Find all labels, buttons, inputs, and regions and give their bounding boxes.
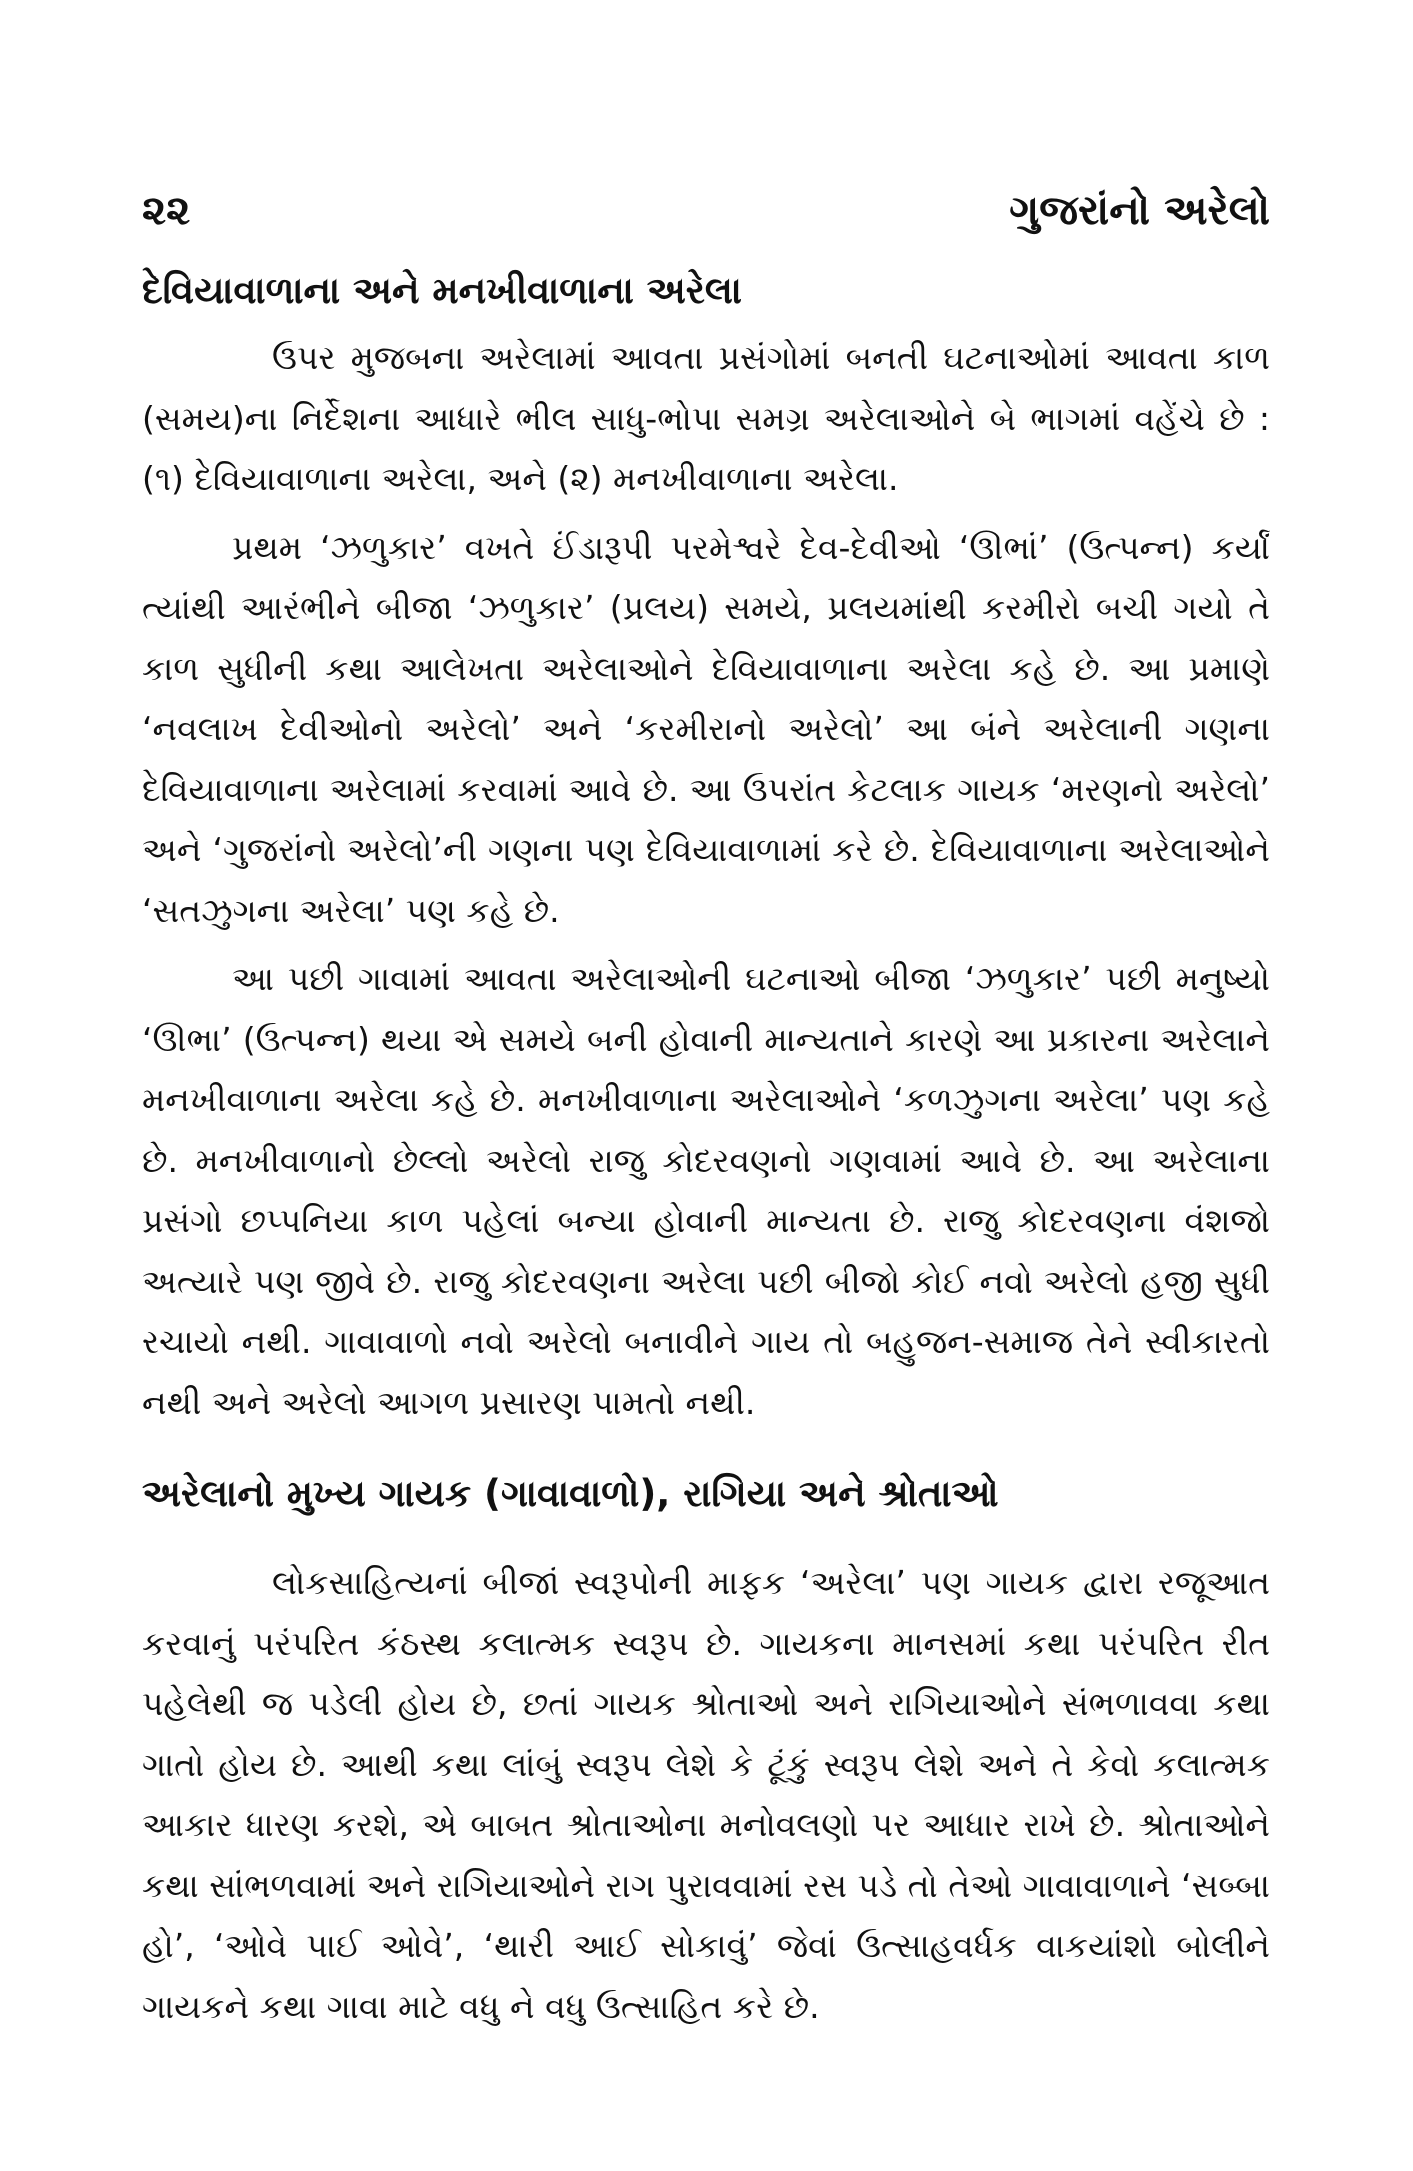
page-number: ૨૨ bbox=[142, 186, 191, 234]
paragraph: પ્રથમ ‘ઝળુકાર’ વખતે ઈંડારૂપી પરમેશ્વરે દેવ-દેવીઓ ‘ઊભાં’ (ઉત્પન્ન) કર્યાં ત્યાંથી આરંભીને બીજા ‘ઝળુકાર’ (પ્રલય) સમયે, પ્રલયમાંથી કરમીરો બચી ગયો તે કાળ સુધીની કથા આલેખતા અરેલાઓને દેવિયાવાળાના અરેલા કહે છે. આ પ્રમાણે ‘નવલાખ દેવીઓનો અરેલો’ અને ‘કરમીરાનો અરેલો’ આ બંને અરેલાની ગણના દેવિયાવાળાના અરેલામાં કરવામાં આવે છે. આ ઉપરાંત કેટલાક ગાયક ‘મરણનો અરેલો’ અને ‘ગુજરાંનો અરેલો’ની ગણના પણ દેવિયાવાળામાં કરે છે. દેવિયાવાળાના અરેલાઓને ‘સતઝુગના અરેલા’ પણ કહે છે. bbox=[142, 527, 1270, 930]
paragraph: ઉપર મુજબના અરેલામાં આવતા પ્રસંગોમાં બનતી ઘટનાઓમાં આવતા કાળ (સમય)ના નિર્દેશના આધારે ભીલ સાધુ-ભોપા સમગ્ર અરેલાઓને બે ભાગમાં વહેંચે છે : (૧) દેવિયાવાળાના અરેલા, અને (૨) મનખીવાળાના અરેલા. bbox=[142, 338, 1270, 498]
section-heading-devi-manakhi: દેવિયાવાળાના અને મનખીવાળાના અરેલા bbox=[142, 269, 742, 312]
running-header bbox=[142, 180, 1270, 240]
paragraph: આ પછી ગાવામાં આવતા અરેલાઓની ઘટનાઓ બીજા ‘ઝળુકાર’ પછી મનુષ્યો ‘ઊભા’ (ઉત્પન્ન) થયા એ સમયે બની હોવાની માન્યતાને કારણે આ પ્રકારના અરેલાને મનખીવાળાના અરેલા કહે છે. મનખીવાળાના અરેલાઓને ‘કળઝુગના અરેલા’ પણ કહે છે. મનખીવાળાનો છેલ્લો અરેલો રાજુ કોદરવણનો ગણવામાં આવે છે. આ અરેલાના પ્રસંગો છપ્પનિયા કાળ પહેલાં બન્યા હોવાની માન્યતા છે. રાજુ કોદરવણના વંશજો અત્યારે પણ જીવે છે. રાજુ કોદરવણના અરેલા પછી બીજો કોઈ નવો અરેલો હજી સુધી રચાયો નથી. ગાવાવાળો નવો અરેલો બનાવીને ગાય તો બહુજન-સમાજ તેને સ્વીકારતો નથી અને અરેલો આગળ પ્રસારણ પામતો નથી. bbox=[142, 959, 1270, 1422]
running-title: ગુજરાંનો અરેલો bbox=[1009, 186, 1270, 234]
section-heading-gayak-ragiya: અરેલાનો મુખ્ય ગાયક (ગાવાવાળો), રાગિયા અને શ્રોતાઓ bbox=[142, 1472, 999, 1515]
book-page bbox=[142, 180, 1270, 2037]
paragraph: લોકસાહિત્યનાં બીજાં સ્વરૂપોની માફક ‘અરેલા’ પણ ગાયક દ્વારા રજૂઆત કરવાનું પરંપરિત કંઠસ્થ કલાત્મક સ્વરૂપ છે. ગાયકના માનસમાં કથા પરંપરિત રીત પહેલેથી જ પડેલી હોય છે, છતાં ગાયક શ્રોતાઓ અને રાગિયાઓને સંભળાવવા કથા ગાતો હોય છે. આથી કથા લાંબું સ્વરૂપ લેશે કે ટૂંકું સ્વરૂપ લેશે અને તે કેવો કલાત્મક આકાર ધારણ કરશે, એ બાબત શ્રોતાઓના મનોવલણો પર આધાર રાખે છે. શ્રોતાઓને કથા સાંભળવામાં અને રાગિયાઓને રાગ પુરાવવામાં રસ પડે તો તેઓ ગાવાવાળાને ‘સબ્બા હો’, ‘ઓવે પાઈ ઓવે’, ‘થારી આઈ સોકાવું’ જેવાં ઉત્સાહવર્ધક વાકયાંશો બોલીને ગાયકને કથા ગાવા માટે વધુ ને વધુ ઉત્સાહિત કરે છે. bbox=[142, 1563, 1271, 2026]
